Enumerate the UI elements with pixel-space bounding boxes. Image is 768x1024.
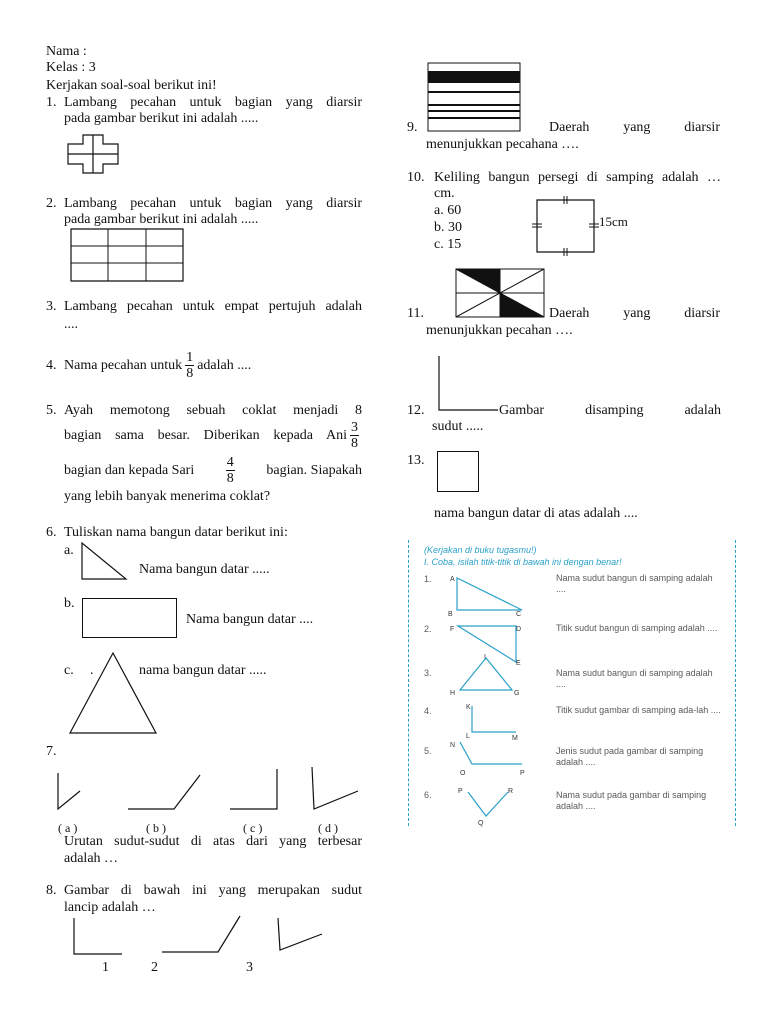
wb-item6-point-p: P — [458, 788, 463, 795]
q9-number: 9. — [407, 120, 418, 135]
q2-text-line1: Lambang pecahan untuk bagian yang diarsir — [64, 196, 362, 211]
q3-number: 3. — [46, 299, 57, 314]
wb-item4-text: Titik sudut gambar di samping ada-lah .... — [556, 705, 721, 715]
q10-side-label: 15cm — [599, 214, 628, 229]
q5-fraction-ani-denominator: 8 — [351, 436, 358, 451]
wb-item3-point-i: I — [484, 654, 486, 661]
q9-text-line1: Daerah yang diarsir — [549, 120, 720, 135]
q7-angle-b — [128, 775, 200, 809]
q6-a-right-triangle — [80, 541, 128, 581]
q8-text-line1: Gambar di bawah ini yang merupakan sudut — [64, 883, 362, 898]
q12-text-line2: sudut ..... — [432, 419, 484, 434]
q8-angle-1 — [74, 918, 122, 954]
q4-fraction — [185, 350, 194, 381]
q9-striped-figure — [427, 62, 521, 132]
q4-text — [64, 350, 251, 381]
workbook-left-border — [408, 540, 410, 826]
q7-label-c: ( c ) — [243, 821, 263, 835]
q1-text-line1: Lambang pecahan untuk bagian yang diarsir — [64, 95, 362, 110]
wb-item1-text: Nama sudut bangun di samping adalah .... — [556, 573, 713, 594]
header-instruction: Kerjakan soal-soal berikut ini! — [46, 78, 217, 93]
q10-option-a: a. 60 — [434, 203, 462, 218]
wb-item4-point-l: L — [466, 733, 470, 740]
q12-number: 12. — [407, 403, 425, 418]
q5-text-line1: Ayah memotong sebuah coklat menjadi 8 — [64, 403, 362, 418]
q6-c-dot: . — [90, 663, 94, 678]
q2-number: 2. — [46, 196, 57, 211]
q8-angle-2 — [162, 916, 240, 952]
q4-fraction-numerator: 1 — [186, 350, 194, 365]
q1-text-line2: pada gambar berikut ini adalah ..... — [64, 111, 259, 126]
wb-item3-number: 3. — [424, 668, 432, 678]
q5-fraction-sari-numerator: 4 — [226, 455, 234, 470]
wb-item5-text: Jenis sudut pada gambar di samping adalah .... — [556, 746, 704, 767]
q6-number: 6. — [46, 525, 57, 540]
wb-item4-point-m: M — [512, 735, 518, 742]
q11-text-line1: Daerah yang diarsir — [549, 306, 720, 321]
q13-number: 13. — [407, 453, 425, 468]
q10-text-line2: cm. — [434, 186, 455, 201]
q11-text-line2: menunjukkan pecahan …. — [426, 323, 573, 338]
q5-fraction-sari — [226, 455, 235, 486]
wb-item1-point-b: B — [448, 611, 453, 618]
q8-number: 8. — [46, 883, 57, 898]
q5-text-line2: bagian sama besar. Diberikan kepada Ani — [64, 427, 347, 443]
q5-fraction-sari-denominator: 8 — [226, 471, 234, 486]
wb-item2-number: 2. — [424, 624, 432, 634]
q5-text-line4: yang lebih banyak menerima coklat? — [64, 489, 271, 504]
q8-angles — [68, 912, 328, 958]
wb-item1-number: 1. — [424, 574, 432, 584]
wb-item6-text: Nama sudut pada gambar di samping adalah .... — [556, 790, 707, 811]
q2-text-line2: pada gambar berikut ini adalah ..... — [64, 212, 259, 227]
q7-angle-a — [58, 773, 80, 809]
q5-line2 — [64, 420, 362, 451]
wb-item2-point-e: E — [516, 660, 521, 667]
q5-line3 — [64, 455, 362, 486]
q6-b-label: b. — [64, 596, 75, 611]
header-kelas: Kelas : 3 — [46, 60, 96, 75]
wb-item6-point-r: R — [508, 788, 514, 795]
q13-square — [437, 451, 479, 492]
q6-b-text: Nama bangun datar .... — [186, 612, 314, 627]
q5-fraction-ani — [350, 420, 359, 451]
q7-angle-c — [230, 769, 277, 809]
q6-a-label: a. — [64, 543, 74, 558]
wb-item5-angle — [456, 740, 526, 766]
workbook-heading2: I. Coba, isilah titik-titik di bawah ini dengan benar! — [424, 557, 622, 567]
q8-text-line2: lancip adalah … — [64, 900, 156, 915]
wb-item3-triangle — [458, 656, 514, 692]
q8-label-2: 2 — [151, 960, 158, 975]
q4-text-pre: Nama pecahan untuk — [64, 357, 183, 373]
q7-angle-d — [312, 767, 358, 809]
workbook-panel — [408, 536, 736, 826]
header-nama: Nama : — [46, 44, 87, 59]
q7-text-line1: Urutan sudut-sudut di atas dari yang terbesar — [64, 834, 362, 849]
wb-item5-point-o: O — [460, 770, 466, 777]
q6-title: Tuliskan nama bangun datar berikut ini: — [64, 525, 288, 540]
q7-angles — [50, 765, 370, 813]
q4-text-post: adalah .... — [197, 357, 252, 373]
q2-grid-shape — [70, 228, 184, 282]
q10-option-b: b. 30 — [434, 220, 462, 235]
q7-number: 7. — [46, 744, 57, 759]
wb-item2-point-d: D — [516, 626, 522, 633]
q5-text-line3-post: bagian. Siapakah — [266, 462, 362, 478]
q10-square — [530, 195, 600, 257]
q3-text-line1: Lambang pecahan untuk empat pertujuh adalah — [64, 299, 362, 314]
q9-text-line2: menunjukkan pecahana …. — [426, 137, 579, 152]
q8-label-3: 3 — [246, 960, 253, 975]
q7-text-line2: adalah … — [64, 851, 119, 866]
q1-cross-shape — [66, 134, 120, 174]
wb-item5-point-n: N — [450, 742, 456, 749]
q12-right-angle — [436, 354, 500, 412]
q5-number: 5. — [46, 403, 57, 418]
workbook-right-border — [734, 540, 736, 826]
wb-item6-angle — [464, 788, 514, 820]
wb-item2-text: Titik sudut bangun di samping adalah .... — [556, 623, 718, 633]
wb-item3-text: Nama sudut bangun di samping adalah .... — [556, 668, 713, 689]
q11-figure — [455, 268, 545, 318]
wb-item6-point-q: Q — [478, 820, 484, 827]
q12-text-line1: Gambar disamping adalah — [499, 403, 721, 418]
q6-c-text: nama bangun datar ..... — [139, 663, 267, 678]
wb-item3-point-g: G — [514, 690, 520, 697]
wb-item4-number: 4. — [424, 706, 432, 716]
q1-number: 1. — [46, 95, 57, 110]
wb-item3-point-h: H — [450, 690, 456, 697]
wb-item1-point-a: A — [450, 576, 455, 583]
q11-number: 11. — [407, 306, 424, 321]
wb-item6-number: 6. — [424, 790, 432, 800]
q7-label-a: ( a ) — [58, 821, 78, 835]
wb-item4-point-k: K — [466, 704, 471, 711]
q3-text-line2: .... — [64, 317, 78, 332]
wb-item1-point-c: C — [516, 611, 522, 618]
q10-option-c: c. 15 — [434, 237, 462, 252]
workbook-heading1: (Kerjakan di buku tugasmu!) — [424, 545, 537, 555]
q4-number: 4. — [46, 358, 57, 373]
q4-fraction-denominator: 8 — [186, 366, 194, 381]
q6-b-rectangle — [82, 598, 177, 638]
q5-text-line3-pre: bagian dan kepada Sari — [64, 462, 195, 478]
q7-label-d: ( d ) — [318, 821, 338, 835]
q10-text-line1: Keliling bangun persegi di samping adalah … — [434, 170, 721, 185]
q8-angle-3 — [278, 918, 322, 950]
wb-item2-point-f: F — [450, 626, 455, 633]
q7-label-b: ( b ) — [146, 821, 166, 835]
q10-number: 10. — [407, 170, 425, 185]
q6-c-label: c. — [64, 663, 74, 678]
q6-a-text: Nama bangun datar ..... — [139, 562, 270, 577]
wb-item5-number: 5. — [424, 746, 432, 756]
q5-fraction-ani-numerator: 3 — [351, 420, 358, 435]
q8-label-1: 1 — [102, 960, 109, 975]
wb-item1-triangle — [454, 576, 524, 612]
q13-text: nama bangun datar di atas adalah .... — [434, 506, 638, 521]
wb-item5-point-p: P — [520, 770, 525, 777]
